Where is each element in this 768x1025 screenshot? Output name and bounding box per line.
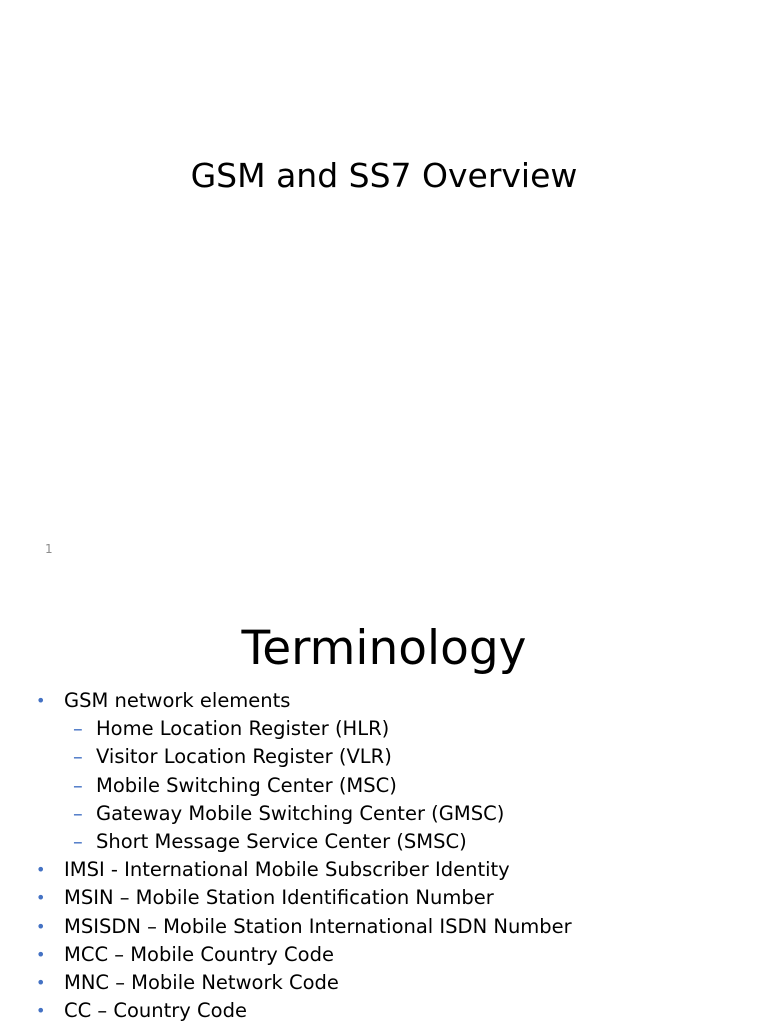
list-item-text: Gateway Mobile Switching Center (GMSC) bbox=[96, 801, 505, 825]
list-item bbox=[0, 828, 768, 856]
list-item bbox=[0, 941, 768, 969]
list-item-text: Short Message Service Center (SMSC) bbox=[96, 829, 467, 853]
list-item-text: Home Location Register (HLR) bbox=[96, 717, 390, 741]
list-item-text: MNC – Mobile Network Code bbox=[64, 970, 339, 994]
bullet-icon: • bbox=[36, 916, 46, 936]
bullet-icon: • bbox=[36, 691, 46, 710]
dash-icon: – bbox=[73, 829, 83, 853]
list-item bbox=[0, 743, 768, 771]
list-item bbox=[0, 997, 768, 1025]
list-item bbox=[0, 884, 768, 912]
bullet-icon: • bbox=[36, 972, 46, 992]
bullet-icon: • bbox=[36, 860, 46, 880]
list-item bbox=[0, 715, 768, 743]
list-item bbox=[0, 913, 768, 941]
bullet-icon: • bbox=[36, 1001, 46, 1021]
list-item bbox=[0, 687, 768, 715]
list-item-text: GSM network elements bbox=[64, 689, 291, 712]
list-item-text: MSISDN – Mobile Station International ISDN Number bbox=[64, 914, 572, 938]
dash-icon: – bbox=[73, 773, 83, 797]
slide-title: GSM and SS7 Overview bbox=[190, 156, 578, 195]
dash-icon: – bbox=[73, 717, 83, 741]
bullet-icon: • bbox=[36, 888, 46, 908]
list-item-text: IMSI - International Mobile Subscriber Identity bbox=[64, 858, 510, 882]
list-item-text: Mobile Switching Center (MSC) bbox=[96, 773, 397, 797]
list-item-text: MCC – Mobile Country Code bbox=[64, 942, 334, 966]
bullet-icon: • bbox=[36, 944, 46, 964]
page-number: 1 bbox=[45, 542, 53, 556]
list-item-text: CC – Country Code bbox=[64, 999, 247, 1023]
list-item bbox=[0, 772, 768, 800]
dash-icon: – bbox=[73, 745, 83, 769]
list-item-text: MSIN – Mobile Station Identification Number bbox=[64, 886, 494, 910]
list-item bbox=[0, 969, 768, 997]
list-item bbox=[0, 800, 768, 828]
bullet-list bbox=[0, 687, 768, 1025]
list-item bbox=[0, 856, 768, 884]
list-item-text: Visitor Location Register (VLR) bbox=[96, 745, 392, 769]
dash-icon: – bbox=[73, 801, 83, 825]
slide-title: Terminology bbox=[241, 621, 527, 676]
